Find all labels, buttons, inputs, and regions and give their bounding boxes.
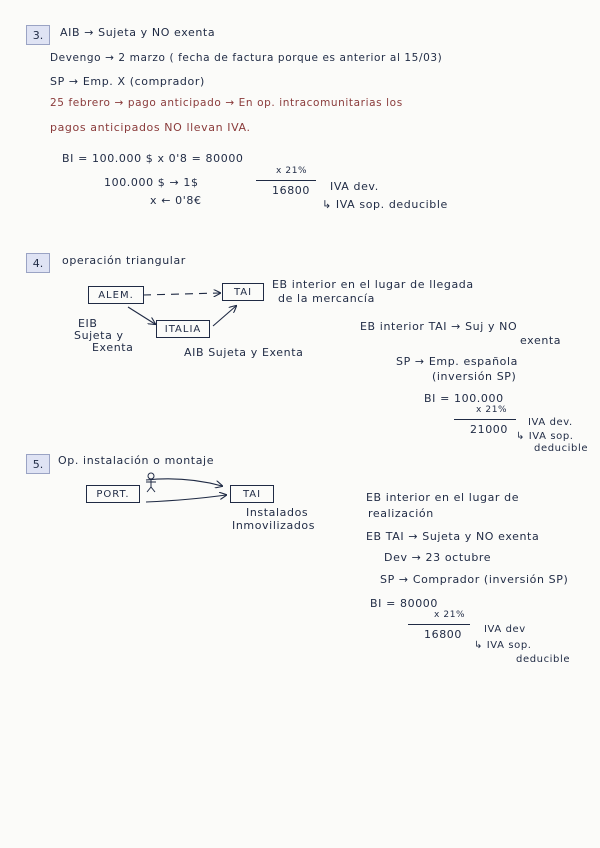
s3-note-line-2: pagos anticipados NO llevan IVA. xyxy=(50,121,251,134)
s5-iva-devengado: IVA dev xyxy=(484,624,526,635)
s5-times-rate: x 21% xyxy=(434,610,466,620)
section-3-number: 3. xyxy=(26,25,50,45)
person-icon xyxy=(146,473,156,492)
s5-iva-soportado: ↳ IVA sop. xyxy=(474,640,532,651)
s4-eb-interior: EB interior TAI → Suj y NO xyxy=(360,320,518,333)
s3-calc-exchange: 100.000 $ → 1$ xyxy=(104,176,199,189)
section-5-number: 5. xyxy=(26,454,50,474)
section-3-title: AIB → Sujeta y NO exenta xyxy=(60,26,216,39)
s4-eib-label-3: Exenta xyxy=(92,341,134,354)
box-italia: ITALIA xyxy=(156,320,210,338)
arrow-port-tai-lower xyxy=(146,495,226,502)
s5-bi: BI = 80000 xyxy=(370,597,438,610)
s5-inmovilizados: Inmovilizados xyxy=(232,519,316,532)
s4-eb-arrival-2: de la mercancía xyxy=(278,292,375,305)
s4-calc-rule xyxy=(454,419,516,420)
s3-calc-bi: BI = 100.000 $ x 0'8 = 80000 xyxy=(62,152,244,165)
section-4-number: 4. xyxy=(26,253,50,273)
s5-devengo: Dev → 23 octubre xyxy=(384,551,492,564)
section-5-title: Op. instalación o montaje xyxy=(58,454,215,467)
arrow-port-tai-upper xyxy=(146,479,222,486)
s4-eb-interior-2: exenta xyxy=(520,334,562,347)
s5-eb-tai: EB TAI → Sujeta y NO exenta xyxy=(366,530,540,543)
s4-eib-label-1: EIB xyxy=(78,317,98,330)
s3-iva-soportado: ↳ IVA sop. deducible xyxy=(322,198,448,211)
s5-eb-interior-2: realización xyxy=(368,507,434,520)
s5-calc-rule xyxy=(408,624,470,625)
s4-times-rate: x 21% xyxy=(476,405,508,415)
box-alemania: ALEM. xyxy=(88,286,144,304)
s5-sujeto-pasivo: SP → Comprador (inversión SP) xyxy=(380,573,569,586)
s3-iva-devengado: IVA dev. xyxy=(330,180,379,193)
s4-deducible: deducible xyxy=(534,443,589,454)
s3-note-line-1: 25 febrero → pago anticipado → En op. intracomunitarias los xyxy=(50,97,403,109)
s3-devengo: Devengo → 2 marzo ( fecha de factura porque es anterior al 15/03) xyxy=(50,52,443,64)
s4-inversion-sp: (inversión SP) xyxy=(432,370,517,383)
s3-calc-result: 16800 xyxy=(272,184,310,197)
s3-calc-rule xyxy=(256,180,316,181)
s4-iva-soportado: ↳ IVA sop. xyxy=(516,431,574,442)
s4-bi: BI = 100.000 xyxy=(424,392,504,405)
box-tai-s4: TAI xyxy=(222,283,264,301)
s4-eb-arrival-1: EB interior en el lugar de llegada xyxy=(272,278,474,291)
box-portugal: PORT. xyxy=(86,485,140,503)
dashed-arrow-alem-tai xyxy=(143,293,220,295)
s3-times-rate: x 21% xyxy=(276,166,308,176)
arrow-italia-tai xyxy=(213,306,236,326)
arrow-alem-italia xyxy=(128,307,155,324)
s4-calc-result: 21000 xyxy=(470,423,508,436)
s4-aib-label: AIB Sujeta y Exenta xyxy=(184,346,304,359)
s4-iva-devengado: IVA dev. xyxy=(528,417,573,428)
s4-sujeto-pasivo: SP → Emp. española xyxy=(396,355,518,368)
s4-eib-label-2: Sujeta y xyxy=(74,329,124,342)
s5-instalados: Instalados xyxy=(246,506,309,519)
box-tai-s5: TAI xyxy=(230,485,274,503)
section-4-title: operación triangular xyxy=(62,254,186,267)
s3-calc-proportion: x ← 0'8€ xyxy=(150,194,202,207)
s3-sujeto-pasivo: SP → Emp. X (comprador) xyxy=(50,75,205,88)
s5-deducible: deducible xyxy=(516,654,571,665)
s5-eb-interior-1: EB interior en el lugar de xyxy=(366,491,520,504)
s5-calc-result: 16800 xyxy=(424,628,462,641)
